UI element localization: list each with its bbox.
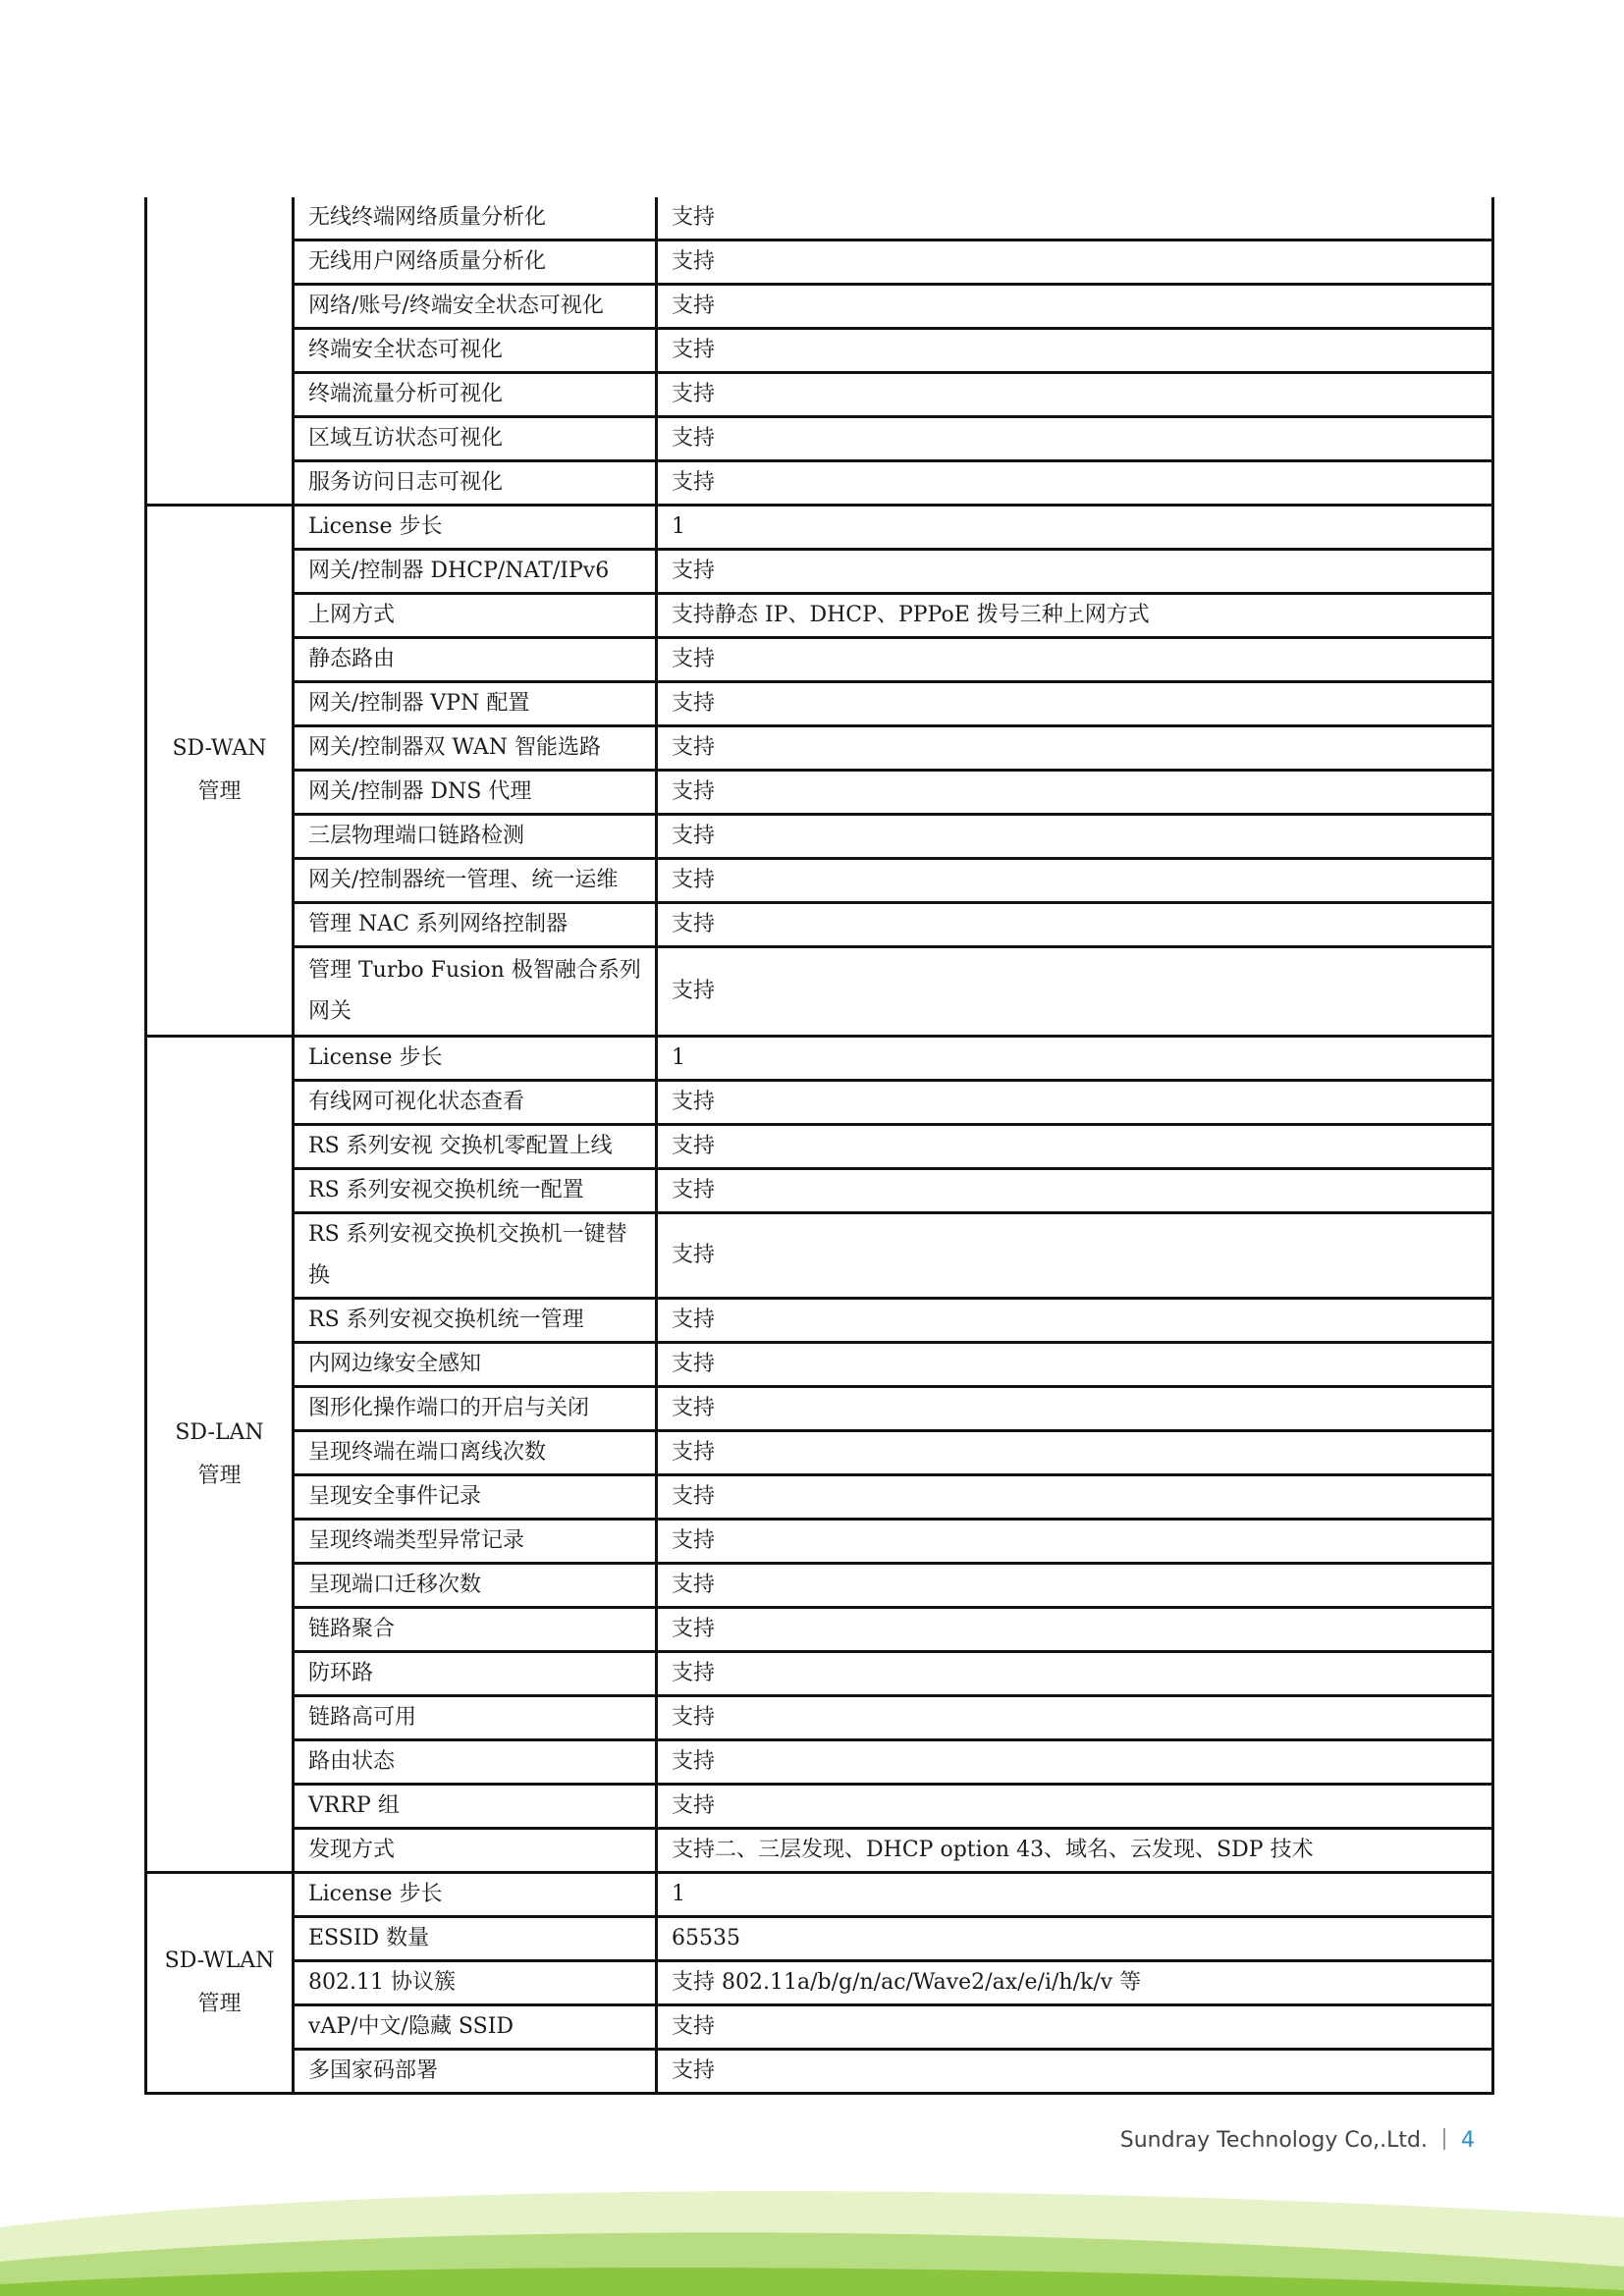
value-cell: 支持 [657, 638, 1493, 682]
feature-cell: 呈现终端在端口离线次数 [294, 1431, 657, 1475]
value-cell: 支持 [657, 2050, 1493, 2094]
feature-cell: 发现方式 [294, 1829, 657, 1873]
table-row [146, 638, 1493, 682]
value-cell: 支持 [657, 1431, 1493, 1475]
value-cell: 支持 [657, 1652, 1493, 1696]
feature-cell: 静态路由 [294, 638, 657, 682]
table-row [146, 859, 1493, 903]
feature-cell: 网关/控制器统一管理、统一运维 [294, 859, 657, 903]
feature-cell: 路由状态 [294, 1740, 657, 1785]
feature-cell: 链路高可用 [294, 1696, 657, 1740]
value-cell: 支持 [657, 1785, 1493, 1829]
value-cell: 支持 [657, 1213, 1493, 1299]
table-row [146, 771, 1493, 815]
table-row [146, 1652, 1493, 1696]
feature-cell: 网关/控制器 DHCP/NAT/IPv6 [294, 550, 657, 594]
feature-cell: ESSID 数量 [294, 1917, 657, 1961]
feature-cell: RS 系列安视交换机统一配置 [294, 1169, 657, 1213]
value-cell: 支持 [657, 859, 1493, 903]
table-row [146, 240, 1493, 285]
table-row [146, 1608, 1493, 1652]
feature-cell: 防环路 [294, 1652, 657, 1696]
decorative-wave [0, 2159, 1624, 2296]
value-cell: 支持 [657, 1387, 1493, 1431]
value-cell: 支持 [657, 1343, 1493, 1387]
feature-cell: RS 系列安视 交换机零配置上线 [294, 1125, 657, 1169]
table-row [146, 1564, 1493, 1608]
spec-table-body [146, 197, 1493, 2094]
value-cell: 支持 [657, 329, 1493, 373]
table-row [146, 1431, 1493, 1475]
spec-table [144, 197, 1494, 2095]
table-row [146, 550, 1493, 594]
value-cell: 支持 [657, 682, 1493, 726]
value-cell: 支持 [657, 1564, 1493, 1608]
feature-cell: 上网方式 [294, 594, 657, 638]
value-cell: 支持二、三层发现、DHCP option 43、域名、云发现、SDP 技术 [657, 1829, 1493, 1873]
value-cell: 1 [657, 1037, 1493, 1081]
value-cell: 支持 [657, 947, 1493, 1037]
feature-cell: 呈现端口迁移次数 [294, 1564, 657, 1608]
value-cell: 支持 [657, 285, 1493, 329]
table-row [146, 2050, 1493, 2094]
feature-cell: 区域互访状态可视化 [294, 417, 657, 461]
table-row [146, 1387, 1493, 1431]
value-cell: 支持 [657, 1740, 1493, 1785]
table-row [146, 1213, 1493, 1299]
table-row [146, 1785, 1493, 1829]
value-cell: 支持 [657, 1696, 1493, 1740]
value-cell: 65535 [657, 1917, 1493, 1961]
table-row [146, 506, 1493, 550]
feature-cell: 网关/控制器 DNS 代理 [294, 771, 657, 815]
feature-cell: 管理 Turbo Fusion 极智融合系列网关 [294, 947, 657, 1037]
value-cell: 支持 [657, 197, 1493, 240]
table-row [146, 1081, 1493, 1125]
table-row [146, 417, 1493, 461]
table-row [146, 285, 1493, 329]
value-cell: 1 [657, 1873, 1493, 1917]
table-row [146, 1961, 1493, 2005]
table-row [146, 1037, 1493, 1081]
feature-cell: 终端安全状态可视化 [294, 329, 657, 373]
table-row [146, 815, 1493, 859]
feature-cell: 网络/账号/终端安全状态可视化 [294, 285, 657, 329]
table-row [146, 461, 1493, 506]
feature-cell: 图形化操作端口的开启与关闭 [294, 1387, 657, 1431]
table-row [146, 726, 1493, 771]
value-cell: 支持 [657, 2005, 1493, 2050]
feature-cell: License 步长 [294, 1037, 657, 1081]
value-cell: 支持 [657, 726, 1493, 771]
feature-cell: 链路聚合 [294, 1608, 657, 1652]
feature-cell: VRRP 组 [294, 1785, 657, 1829]
table-row [146, 2005, 1493, 2050]
value-cell: 支持 [657, 815, 1493, 859]
value-cell: 支持 [657, 771, 1493, 815]
feature-cell: 服务访问日志可视化 [294, 461, 657, 506]
table-row [146, 594, 1493, 638]
value-cell: 支持 [657, 417, 1493, 461]
group-label: SD-WAN 管理 [146, 506, 294, 1037]
page-footer [1120, 2128, 1475, 2153]
table-row [146, 1829, 1493, 1873]
table-row [146, 1169, 1493, 1213]
value-cell: 支持 [657, 373, 1493, 417]
feature-cell: 管理 NAC 系列网络控制器 [294, 903, 657, 947]
value-cell: 支持 [657, 1608, 1493, 1652]
table-row [146, 1520, 1493, 1564]
value-cell: 支持 [657, 1520, 1493, 1564]
group-label: SD-WLAN 管理 [146, 1873, 294, 2094]
value-cell: 支持 [657, 550, 1493, 594]
feature-cell: 呈现安全事件记录 [294, 1475, 657, 1520]
table-row [146, 373, 1493, 417]
feature-cell: 无线用户网络质量分析化 [294, 240, 657, 285]
feature-cell: 呈现终端类型异常记录 [294, 1520, 657, 1564]
value-cell: 支持静态 IP、DHCP、PPPoE 拨号三种上网方式 [657, 594, 1493, 638]
feature-cell: 内网边缘安全感知 [294, 1343, 657, 1387]
feature-cell: 802.11 协议簇 [294, 1961, 657, 2005]
value-cell: 支持 [657, 1125, 1493, 1169]
table-row [146, 1475, 1493, 1520]
feature-cell: 无线终端网络质量分析化 [294, 197, 657, 240]
table-row [146, 1917, 1493, 1961]
company-name: Sundray Technology Co,.Ltd. [1119, 2128, 1428, 2153]
table-row [146, 947, 1493, 1037]
footer-divider [1443, 2128, 1445, 2150]
value-cell: 支持 [657, 1081, 1493, 1125]
feature-cell: 网关/控制器 VPN 配置 [294, 682, 657, 726]
table-row [146, 197, 1493, 240]
value-cell: 支持 [657, 1475, 1493, 1520]
value-cell: 支持 [657, 240, 1493, 285]
value-cell: 支持 [657, 461, 1493, 506]
feature-cell: RS 系列安视交换机交换机一键替换 [294, 1213, 657, 1299]
value-cell: 支持 [657, 1299, 1493, 1343]
feature-cell: License 步长 [294, 506, 657, 550]
value-cell: 支持 [657, 903, 1493, 947]
feature-cell: License 步长 [294, 1873, 657, 1917]
page-number: 4 [1461, 2128, 1475, 2153]
feature-cell: vAP/中文/隐藏 SSID [294, 2005, 657, 2050]
group-label [146, 197, 294, 506]
feature-cell: 三层物理端口链路检测 [294, 815, 657, 859]
table-row [146, 1343, 1493, 1387]
feature-cell: 终端流量分析可视化 [294, 373, 657, 417]
feature-cell: RS 系列安视交换机统一管理 [294, 1299, 657, 1343]
group-label: SD-LAN 管理 [146, 1037, 294, 1873]
feature-cell: 有线网可视化状态查看 [294, 1081, 657, 1125]
table-row [146, 1299, 1493, 1343]
table-row [146, 682, 1493, 726]
value-cell: 1 [657, 506, 1493, 550]
feature-cell: 网关/控制器双 WAN 智能选路 [294, 726, 657, 771]
table-row [146, 1740, 1493, 1785]
value-cell: 支持 [657, 1169, 1493, 1213]
table-row [146, 329, 1493, 373]
feature-cell: 多国家码部署 [294, 2050, 657, 2094]
table-row [146, 1125, 1493, 1169]
table-row [146, 903, 1493, 947]
table-row [146, 1696, 1493, 1740]
table-row [146, 1873, 1493, 1917]
value-cell: 支持 802.11a/b/g/n/ac/Wave2/ax/e/i/h/k/v 等 [657, 1961, 1493, 2005]
